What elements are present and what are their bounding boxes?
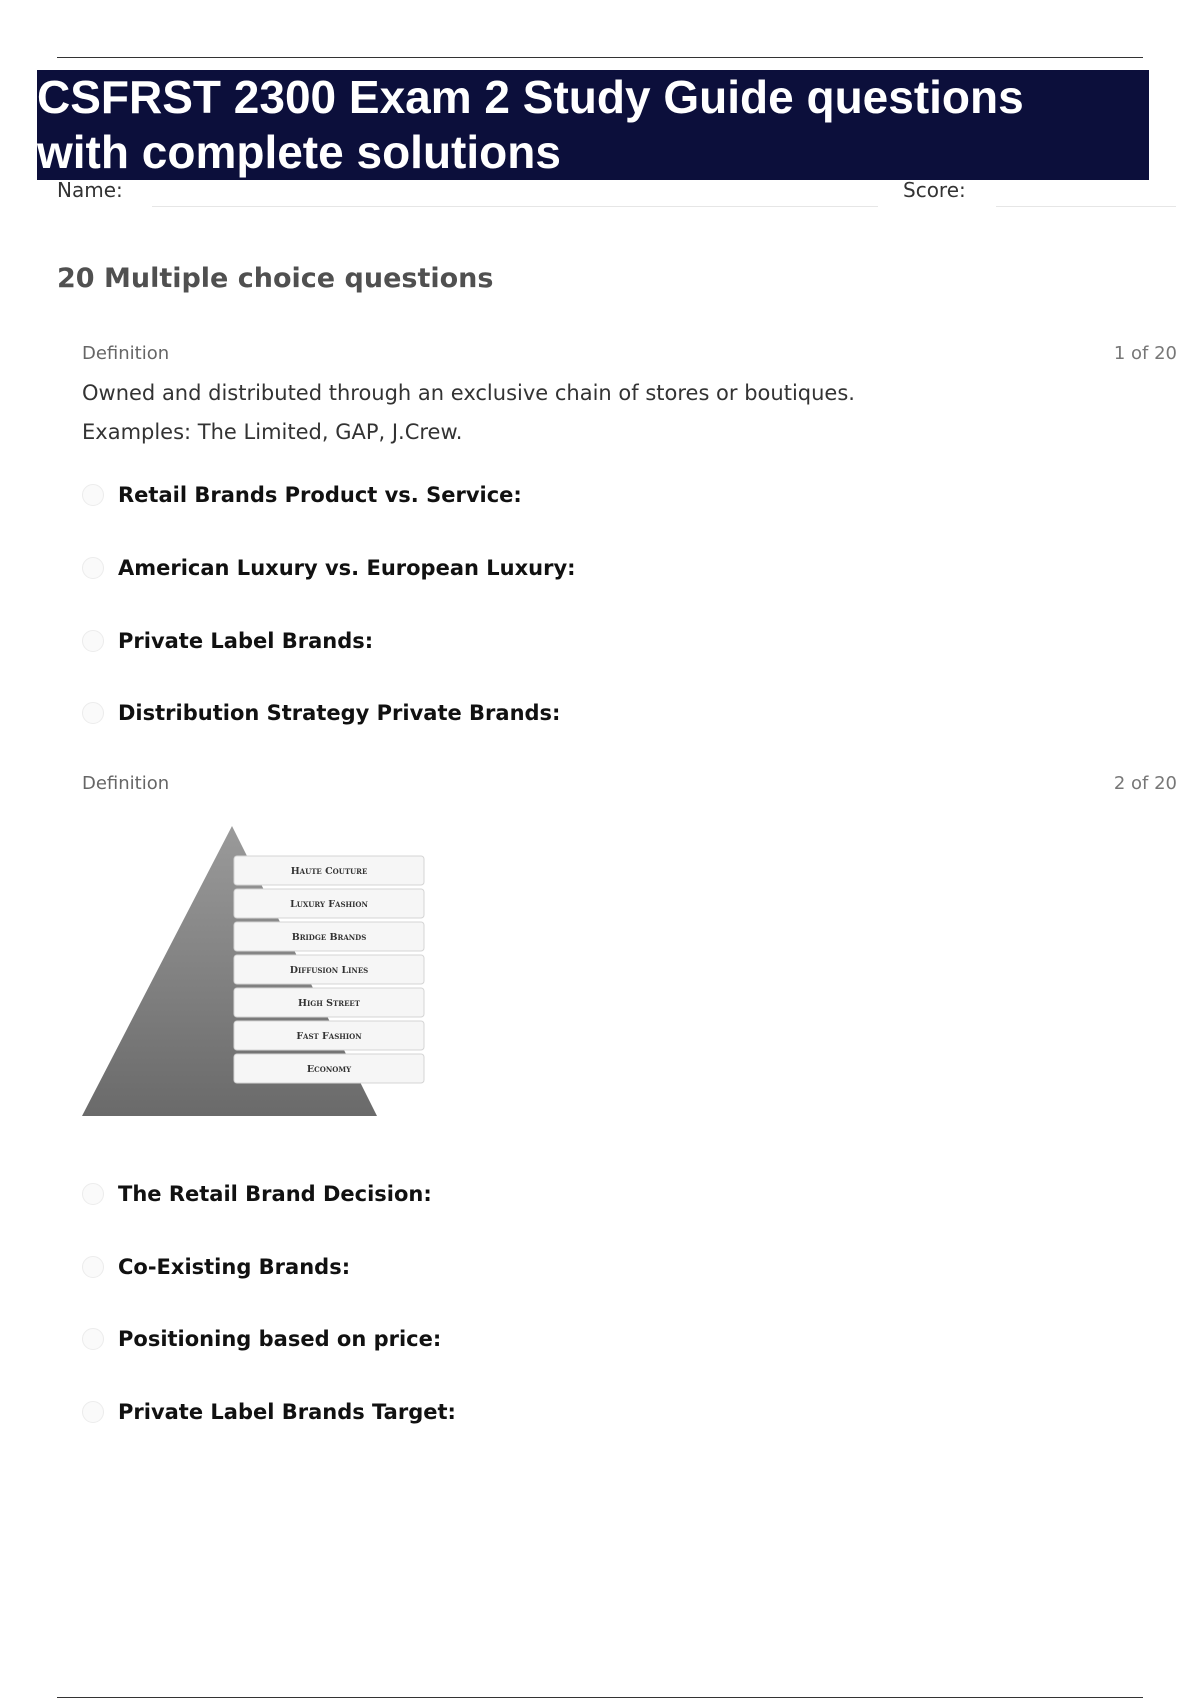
- radio-button[interactable]: [82, 1183, 104, 1205]
- document-title: CSFRST 2300 Exam 2 Study Guide questions with complete solutions: [37, 71, 1024, 178]
- radio-button[interactable]: [82, 1256, 104, 1278]
- answer-option[interactable]: [82, 626, 373, 656]
- answer-option[interactable]: [82, 1179, 432, 1209]
- score-label: Score:: [903, 178, 966, 202]
- option-label: Retail Brands Product vs. Service:: [118, 483, 522, 507]
- pyramid-level-label: Economy: [306, 1064, 352, 1075]
- definition-line: Examples: The Limited, GAP, J.Crew.: [82, 420, 463, 444]
- pyramid-level-label: Bridge Brands: [291, 932, 367, 943]
- pyramid-level-label: Luxury Fashion: [290, 899, 368, 910]
- option-label: Distribution Strategy Private Brands:: [118, 701, 561, 725]
- bottom-rule: [57, 1697, 1143, 1698]
- name-field[interactable]: [152, 206, 878, 207]
- radio-button[interactable]: [82, 484, 104, 506]
- question-type-label: Definition: [82, 343, 170, 364]
- radio-button[interactable]: [82, 1401, 104, 1423]
- radio-button[interactable]: [82, 557, 104, 579]
- answer-option[interactable]: [82, 480, 522, 510]
- option-label: The Retail Brand Decision:: [118, 1182, 432, 1206]
- title-banner: [37, 70, 1149, 180]
- answer-option[interactable]: [82, 1252, 350, 1282]
- definition-line: Owned and distributed through an exclusive chain of stores or boutiques.: [82, 381, 855, 405]
- top-rule: [57, 57, 1143, 58]
- answer-option[interactable]: [82, 1324, 441, 1354]
- answer-option[interactable]: [82, 553, 576, 583]
- pyramid-level-label: Diffusion Lines: [289, 965, 369, 976]
- section-title: 20 Multiple choice questions: [57, 263, 494, 294]
- answer-option[interactable]: [82, 698, 560, 728]
- option-label: American Luxury vs. European Luxury:: [118, 556, 576, 580]
- answer-option[interactable]: [82, 1397, 456, 1427]
- radio-button[interactable]: [82, 1328, 104, 1350]
- option-label: Private Label Brands Target:: [118, 1400, 456, 1424]
- name-label: Name:: [57, 178, 123, 202]
- question-counter: 2 of 20: [1113, 773, 1177, 794]
- question-counter: 1 of 20: [1113, 343, 1177, 364]
- radio-button[interactable]: [82, 702, 104, 724]
- option-label: Positioning based on price:: [118, 1327, 442, 1351]
- option-label: Private Label Brands:: [118, 629, 374, 653]
- fashion-pyramid-image: [82, 826, 432, 1122]
- question-type-label: Definition: [82, 773, 170, 794]
- radio-button[interactable]: [82, 630, 104, 652]
- score-field[interactable]: [996, 206, 1176, 207]
- option-label: Co-Existing Brands:: [118, 1255, 351, 1279]
- pyramid-level-label: High Street: [298, 998, 360, 1009]
- pyramid-level-label: Haute Couture: [290, 866, 368, 877]
- pyramid-level-label: Fast Fashion: [296, 1031, 362, 1042]
